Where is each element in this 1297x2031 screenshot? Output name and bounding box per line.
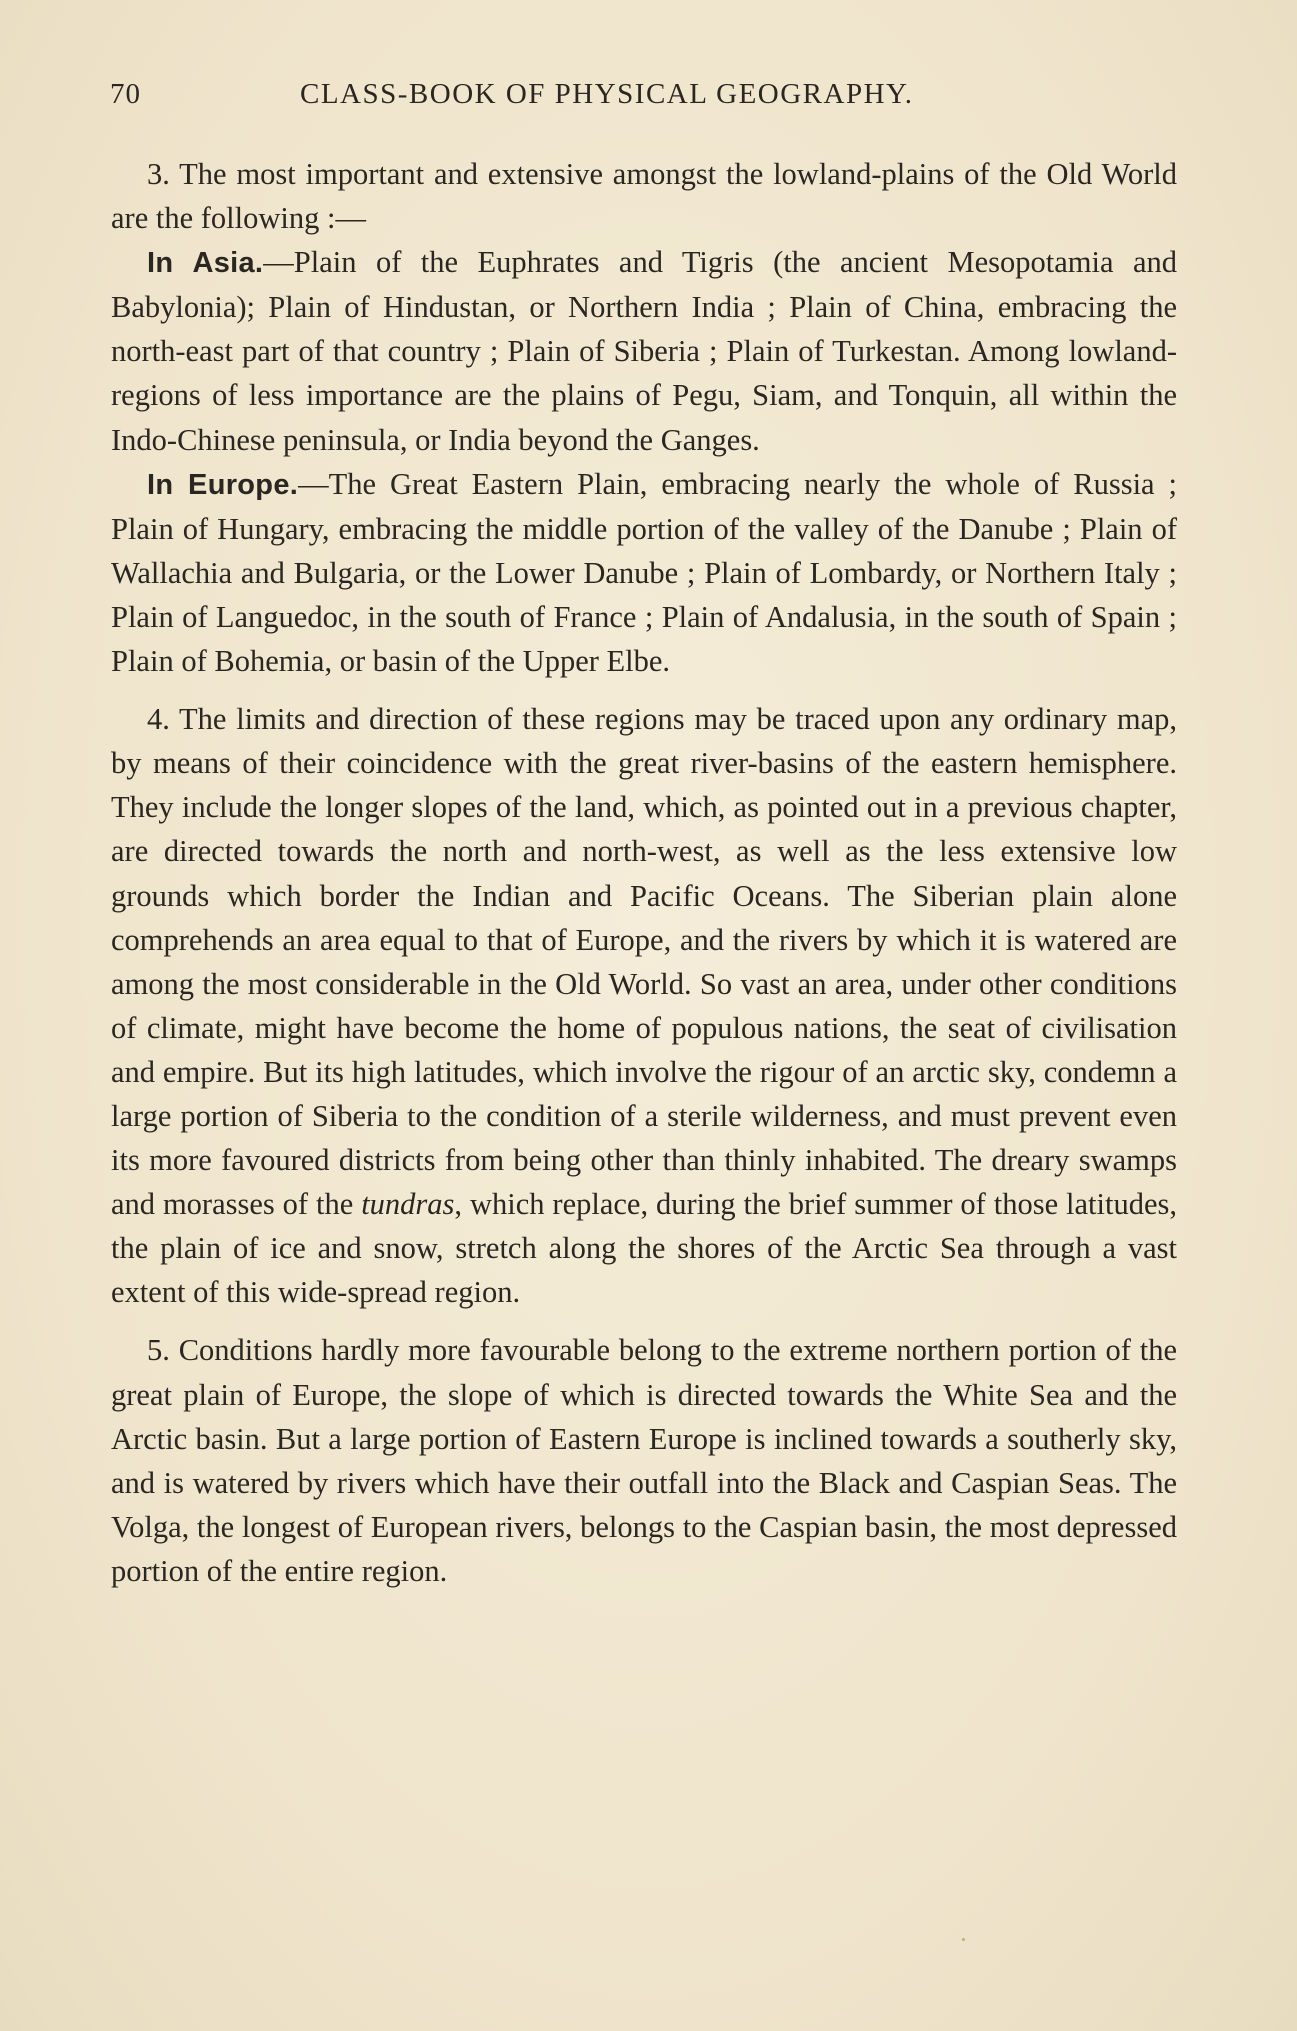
- asia-heading: In Asia.: [147, 247, 264, 280]
- page-header: [110, 78, 1180, 118]
- running-title: CLASS-BOOK OF PHYSICAL GEOGRAPHY.: [300, 78, 914, 110]
- paper-speck: [962, 1938, 965, 1941]
- paragraph-3-asia: [111, 240, 1177, 461]
- asia-text: —Plain of the Euphrates and Tigris (the ancient Mesopotamia and Babylonia); Plain of Hindustan, or Northern India ; Plain of China, embracing the north-east part of that country ; Plain of Siberia ; Plain of Turkestan. Among lowland-regions of less importance are the plains of Pegu, Siam, and Tonquin, all within the Indo-Chinese peninsula, or India beyond the Ganges.: [111, 245, 1177, 457]
- europe-text: —The Great Eastern Plain, embracing nearly the whole of Russia ; Plain of Hungary, embracing the middle portion of the valley of the Danube ; Plain of Wallachia and Bulgaria, or the Lower Danube ; Plain of Lombardy, or Northern Italy ; Plain of Languedoc, in the south of France ; Plain of Andalusia, in the south of Spain ; Plain of Bohemia, or basin of the Upper Elbe.: [111, 466, 1177, 679]
- paragraph-4-text-after: , which replace, during the brief summer of those latitudes, the plain of ice and snow, stretch along the shores of the Arctic Sea through a vast extent of this wide-spread region.: [111, 1187, 1177, 1310]
- europe-heading: In Europe.: [147, 468, 299, 501]
- paragraph-4-text-before: 4. The limits and direction of these regions may be traced upon any ordinary map, by means of their coincidence with the great river-basins of the eastern hemisphere. They include the longer slopes of the land, which, as pointed out in a previous chapter, are directed towards the north and north-west, as well as the less extensive low grounds which border the Indian and Pacific Oceans. The Siberian plain alone comprehends an area equal to that of Europe, and the rivers by which it is watered are among the most considerable in the Old World. So vast an area, under other conditions of climate, might have become the home of populous nations, the seat of civilisation and empire. But its high latitudes, which involve the rigour of an arctic sky, condemn a large portion of Siberia to the condition of a sterile wilderness, and must prevent even its more favoured districts from being other than thinly inhabited. The dreary swamps and morasses of the: [111, 702, 1177, 1222]
- paragraph-3-europe: [111, 462, 1177, 683]
- tundras-italic: tundras: [361, 1187, 455, 1222]
- paragraph-5: 5. Conditions hardly more favourable belong to the extreme northern portion of the great plain of Europe, the slope of which is directed towards the White Sea and the Arctic basin. But a large portion of Eastern Europe is inclined towards a southerly sky, and is watered by rivers which have their outfall into the Black and Caspian Seas. The Volga, the longest of European rivers, belongs to the Caspian basin, the most depressed portion of the entire region.: [111, 1333, 1177, 1588]
- page-number: 70: [110, 78, 141, 110]
- paragraph-3-intro: 3. The most important and extensive amongst the lowland-plains of the Old World are the following :—: [111, 157, 1177, 236]
- paragraph-4: [111, 697, 1177, 1314]
- body-text: [111, 152, 1177, 1593]
